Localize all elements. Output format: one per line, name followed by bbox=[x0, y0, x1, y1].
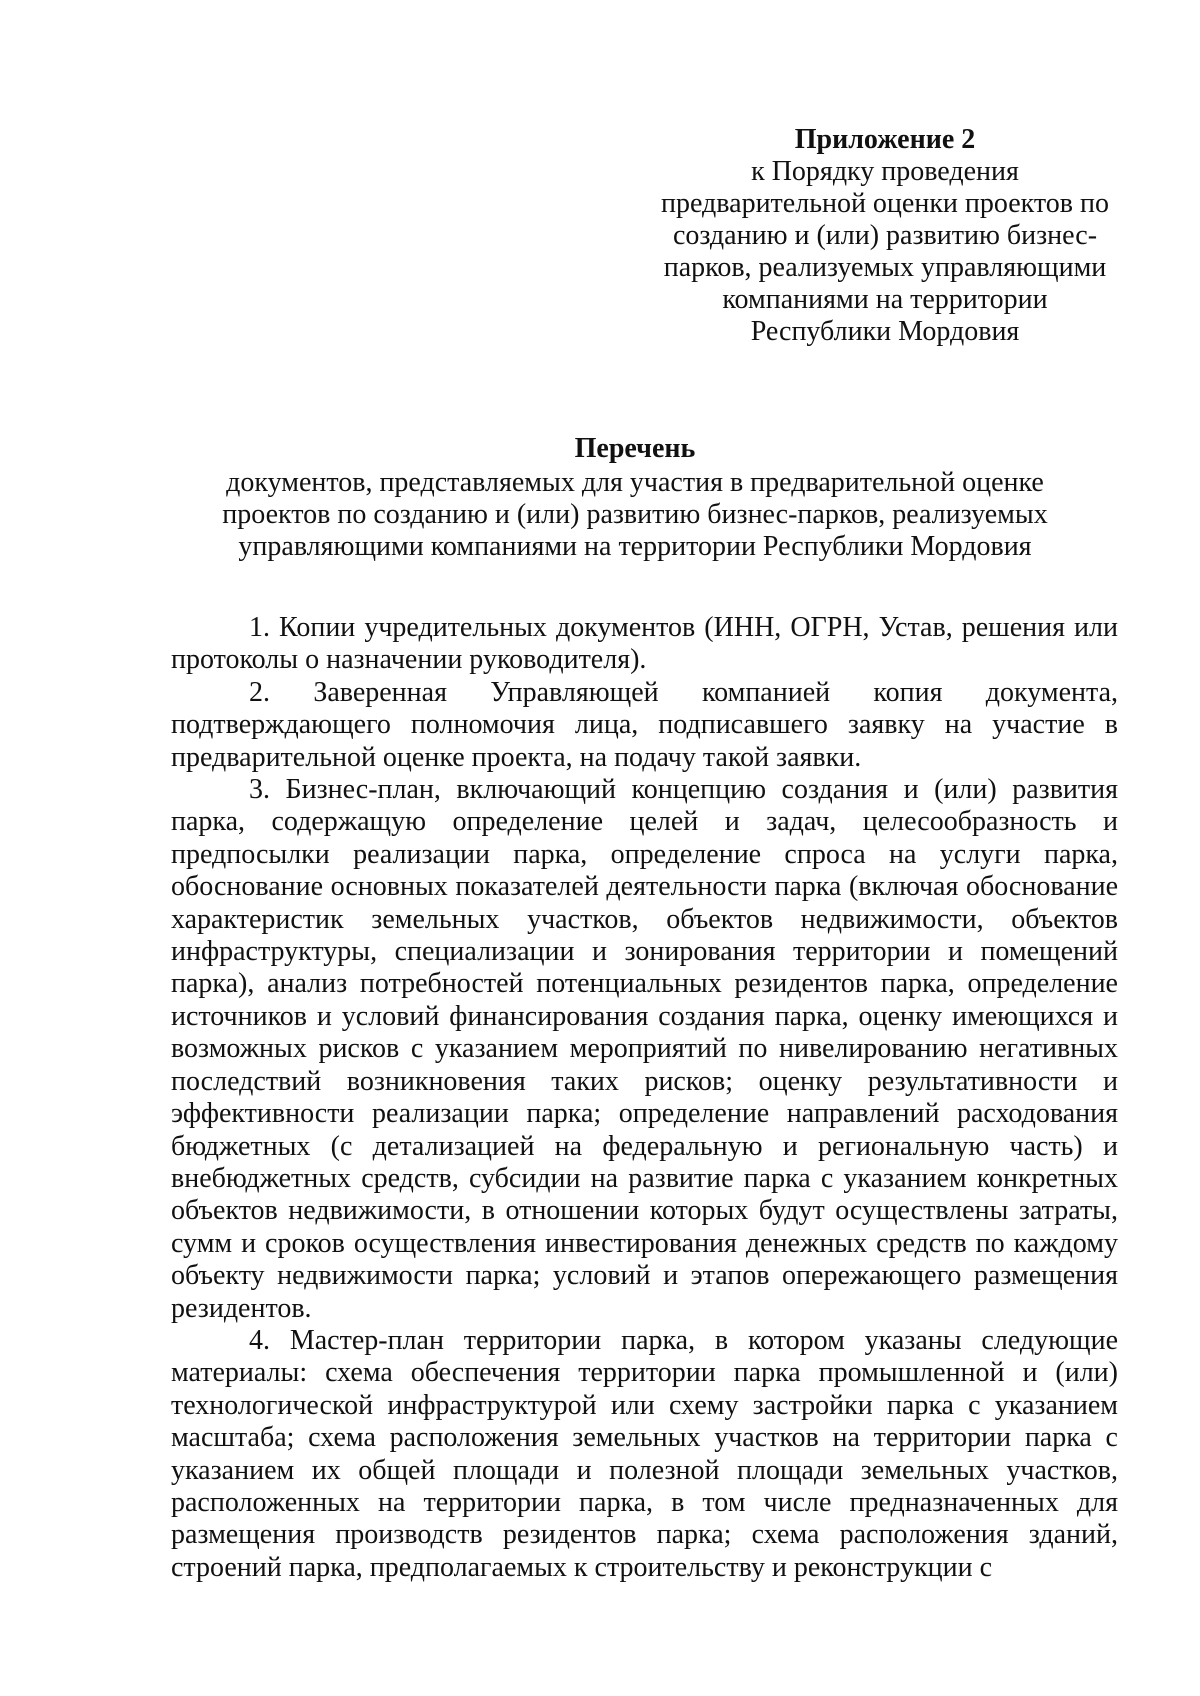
heading-title: Перечень bbox=[574, 433, 696, 464]
list-item: 3. Бизнес-план, включающий концепцию создания и (или) развития парка, содержащую определение целей и задач, целесообразность и предпосылки реализации парка, определение спроса на услуги парка, обоснование основных показателей деятельности парка (включая обоснование характеристик земельных участков, объектов недвижимости, объектов инфраструктуры, специализации и зонирования территории и помещений парка), анализ потребностей потенциальных резидентов парка, определение источников и условий финансирования создания парка, оценку имеющихся и возможных рисков с указанием мероприятий по нивелированию негативных последствий возникновения таких рисков; оценку результативности и эффективности реализации парка; определение направлений расходования бюджетных (с детализацией на федеральную и региональную часть) и внебюджетных средств, субсидии на развитие парка с указанием конкретных объектов недвижимости, в отношении которых будут осуществлены затраты, сумм и сроков осуществления инвестирования денежных средств по каждому объекту недвижимости парка; условий и этапов опережающего размещения резидентов. bbox=[171, 774, 1118, 1324]
heading-line: управляющими компаниями на территории Республики Мордовия bbox=[238, 531, 1032, 562]
appendix-line: созданию и (или) развитию бизнес- bbox=[672, 220, 1098, 251]
list-item: 1. Копии учредительных документов (ИНН, ОГРН, Устав, решения или протоколы о назначении руководителя). bbox=[171, 612, 1118, 676]
appendix-line: парков, реализуемых управляющими bbox=[663, 252, 1107, 283]
heading-line: проектов по созданию и (или) развитию бизнес-парков, реализуемых bbox=[222, 499, 1048, 530]
document-body bbox=[171, 612, 1118, 1584]
list-item: 2. Заверенная Управляющей компанией копия документа, подтверждающего полномочия лица, подписавшего заявку на участие в предварительной оценке проекта, на подачу такой заявки. bbox=[171, 676, 1118, 773]
heading-line: документов, представляемых для участия в предварительной оценке bbox=[226, 467, 1044, 498]
appendix-title: Приложение 2 bbox=[794, 124, 976, 155]
appendix-line: предварительной оценки проектов по bbox=[661, 188, 1109, 219]
document-heading bbox=[190, 433, 1080, 563]
appendix-line: компаниями на территории bbox=[722, 284, 1048, 315]
appendix-block bbox=[652, 124, 1118, 348]
appendix-line: к Порядку проведения bbox=[751, 156, 1019, 187]
list-item: 4. Мастер-план территории парка, в котором указаны следующие материалы: схема обеспечения территории парка промышленной и (или) технологической инфраструктурой или схему застройки парка с указанием масштаба; схема расположения земельных участков на территории парка с указанием их общей площади и полезной площади земельных участков, расположенных на территории парка, в том числе предназначенных для размещения производств резидентов парка; схема расположения зданий, строений парка, предполагаемых к строительству и реконструкции с bbox=[171, 1324, 1118, 1583]
appendix-line: Республики Мордовия bbox=[750, 316, 1020, 347]
